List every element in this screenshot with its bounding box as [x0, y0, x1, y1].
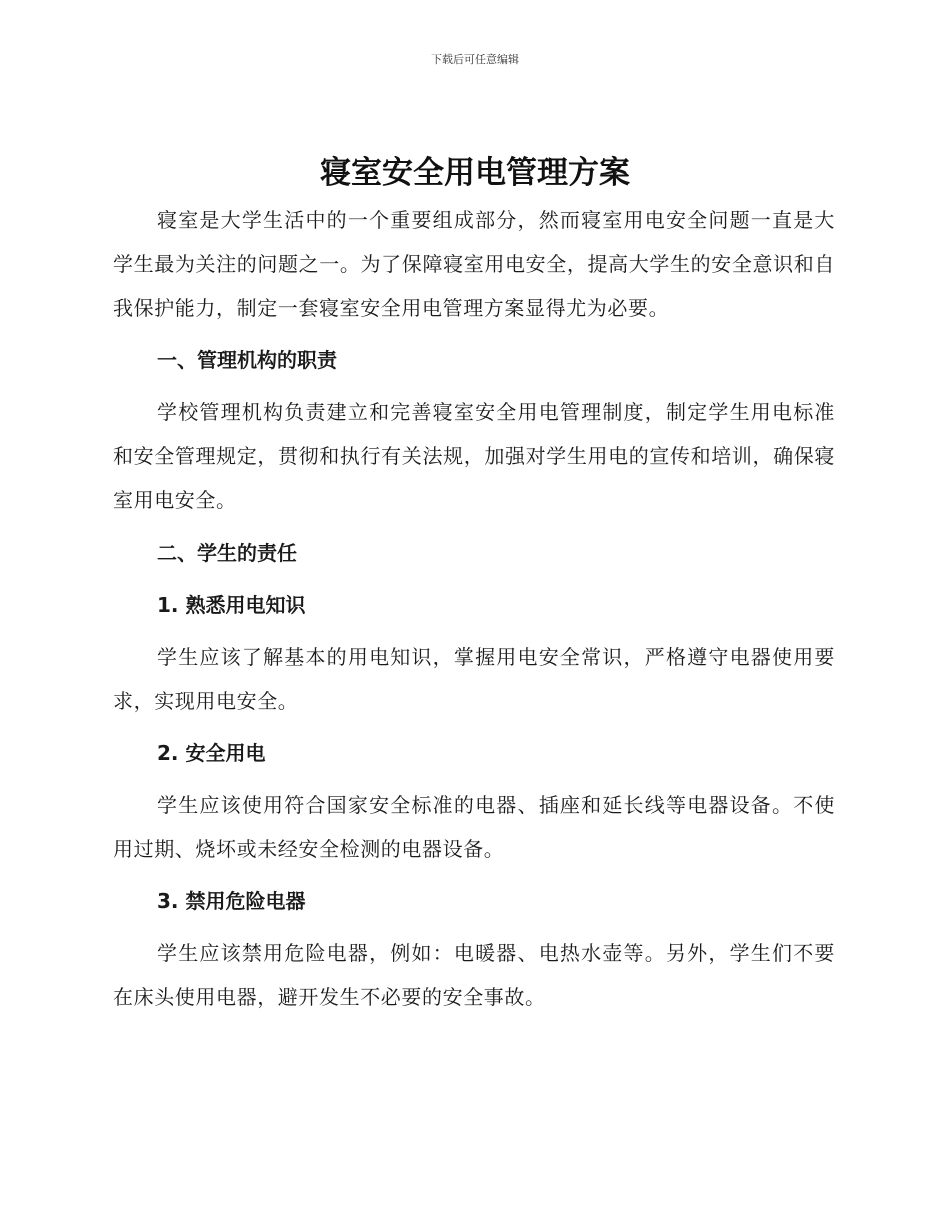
- subsection-heading-knowledge: 1. 熟悉用电知识: [157, 593, 306, 617]
- intro-paragraph: 寝室是大学生活中的一个重要组成部分，然而寝室用电安全问题一直是大学生最为关注的问题之一。为了保障寝室用电安全，提高大学生的安全意识和自我保护能力，制定一套寝室安全用电管理方案显得尤为必要。: [113, 208, 835, 320]
- subsection-heading-ban-dangerous: 3. 禁用危险电器: [157, 889, 306, 913]
- section-heading-management: 一、管理机构的职责: [157, 348, 337, 372]
- page-header-note: 下载后可任意编辑: [431, 53, 519, 66]
- document-body: [113, 198, 835, 1019]
- subsection-body-safe-use: 学生应该使用符合国家安全标准的电器、插座和延长线等电器设备。不使用过期、烧坏或未经安全检测的电器设备。: [113, 793, 835, 861]
- document-title: 寝室安全用电管理方案: [320, 155, 630, 191]
- section-heading-student-duty: 二、学生的责任: [157, 541, 297, 565]
- subsection-heading-safe-use: 2. 安全用电: [157, 741, 266, 765]
- section-body-management: 学校管理机构负责建立和完善寝室安全用电管理制度，制定学生用电标准和安全管理规定，贯彻和执行有关法规，加强对学生用电的宣传和培训，确保寝室用电安全。: [113, 400, 835, 512]
- subsection-body-ban-dangerous: 学生应该禁用危险电器，例如：电暖器、电热水壶等。另外，学生们不要在床头使用电器，避开发生不必要的安全事故。: [113, 941, 835, 1009]
- subsection-body-knowledge: 学生应该了解基本的用电知识，掌握用电安全常识，严格遵守电器使用要求，实现用电安全。: [113, 645, 835, 713]
